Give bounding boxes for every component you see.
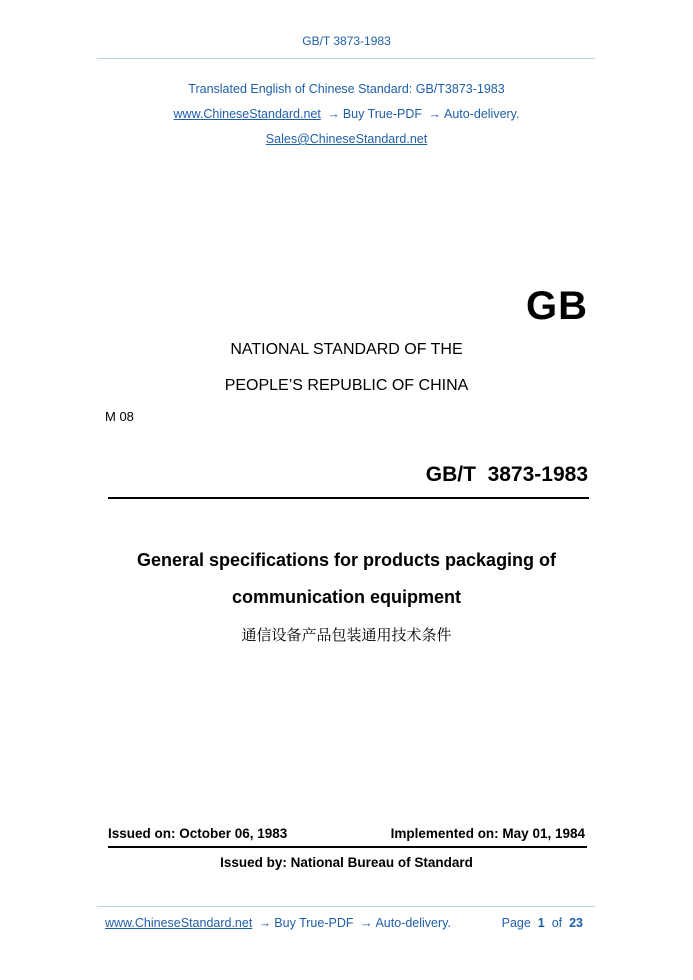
header-divider [97,58,595,59]
arrow-icon: → [327,107,340,121]
national-standard-line1: NATIONAL STANDARD OF THE [230,341,463,358]
translation-notice: Translated English of Chinese Standard: GB/T3873-1983 [188,82,505,96]
page-current: 1 [537,916,545,930]
purchase-line [0,107,693,121]
page-label: Page [501,916,531,930]
site-link[interactable]: www.ChineseStandard.net [173,107,321,121]
issued-on: Issued on: October 06, 1983 [108,826,288,841]
buy-true-pdf-text: Buy True-PDF [342,107,422,121]
page-indicator [502,916,583,930]
arrow-icon: → [359,916,373,930]
standard-code: GB/T 3873-1983 [425,463,588,486]
footer-site-link[interactable]: www.ChineseStandard.net [105,916,253,930]
page-of: of [551,916,563,930]
classification-code: M 08 [105,409,134,424]
title-cn: 通信设备产品包装通用技术条件 [241,626,452,644]
footer-buy-true-pdf-text: Buy True-PDF [274,916,354,930]
arrow-icon: → [428,107,441,121]
header-doc-id: GB/T 3873-1983 [302,34,391,48]
arrow-icon: → [258,916,272,930]
sales-email-link[interactable]: Sales@ChineseStandard.net [265,132,428,146]
page-total: 23 [569,916,583,930]
issued-by: Issued by: National Bureau of Standard [220,855,473,870]
footer-auto-delivery-text: Auto-delivery. [375,916,451,930]
footer-divider [97,906,595,907]
gb-mark: GB [526,284,588,328]
auto-delivery-text: Auto-delivery. [443,107,520,121]
national-standard-line2: PEOPLE’S REPUBLIC OF CHINA [224,377,469,394]
email-line [0,132,693,146]
implemented-on: Implemented on: May 01, 1984 [390,826,585,841]
standard-code-divider [108,497,589,499]
dates-divider [108,846,587,848]
title-en-line1: General specifications for products packaging of [136,550,557,570]
footer-purchase-line [105,916,451,930]
title-en-line2: communication equipment [231,587,462,607]
